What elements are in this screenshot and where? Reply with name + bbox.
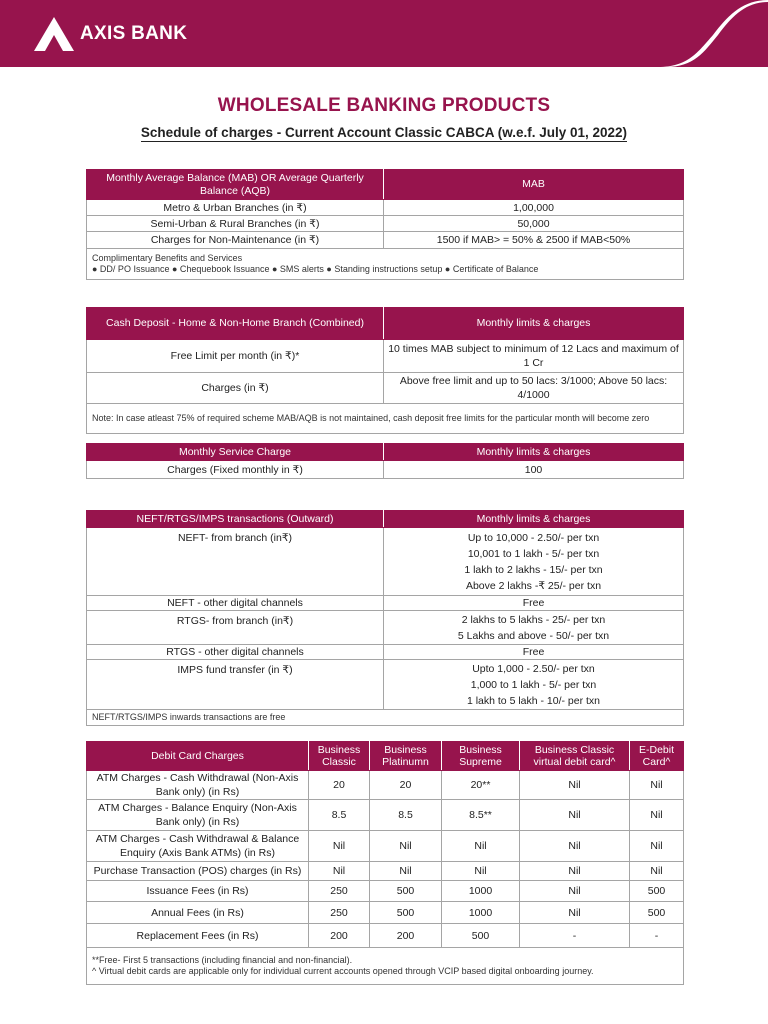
- table-cell: Nil: [520, 902, 630, 924]
- table-cell: -: [630, 924, 684, 948]
- charge-line: 1 lakh to 5 lakh - 10/- per txn: [466, 694, 601, 707]
- table-note-row: [87, 404, 684, 434]
- page-subtitle: [0, 125, 768, 140]
- table-row: [87, 771, 684, 800]
- table-cell: 20**: [442, 771, 520, 800]
- table-cell: NEFT- from branch (in₹): [87, 528, 384, 596]
- table-cell: 1,00,000: [384, 200, 684, 216]
- table-cell: Nil: [520, 831, 630, 862]
- table-row: [87, 924, 684, 948]
- table-cell: RTGS - other digital channels: [87, 645, 384, 660]
- table-row: [87, 800, 684, 831]
- table-cell: 500: [630, 902, 684, 924]
- table-cell: 8.5**: [442, 800, 520, 831]
- table-cell: Nil: [520, 800, 630, 831]
- table-cell: Nil: [630, 771, 684, 800]
- table-cell: Nil: [370, 831, 442, 862]
- table-cell: 1500 if MAB> = 50% & 2500 if MAB<50%: [384, 232, 684, 249]
- table-note-row: [87, 710, 684, 726]
- axis-logo-icon: [32, 15, 76, 53]
- table-header: Monthly limits & charges: [384, 511, 684, 528]
- table-cell: [384, 611, 684, 645]
- table-header: Business Classic virtual debit card^: [520, 742, 630, 771]
- table-cell: Nil: [370, 862, 442, 881]
- table-cell: 500: [370, 881, 442, 902]
- table-cell: 8.5: [309, 800, 370, 831]
- table-cell: Semi-Urban & Rural Branches (in ₹): [87, 216, 384, 232]
- table-cell: IMPS fund transfer (in ₹): [87, 660, 384, 710]
- table-cell: ATM Charges - Cash Withdrawal & Balance Enquiry (Axis Bank ATMs) (in Rs): [87, 831, 309, 862]
- table-cell: Nil: [309, 862, 370, 881]
- table-row: [87, 232, 684, 249]
- table-cell: ATM Charges - Balance Enquiry (Non-Axis Bank only) (in Rs): [87, 800, 309, 831]
- charge-line: Up to 10,000 - 2.50/- per txn: [467, 531, 600, 544]
- table-cell: 20: [370, 771, 442, 800]
- table-row: [87, 373, 684, 404]
- table-cell: Nil: [442, 831, 520, 862]
- debit-card-note: [87, 948, 684, 985]
- table-cell: RTGS- from branch (in₹): [87, 611, 384, 645]
- table-cell: [384, 528, 684, 596]
- table-cell: 250: [309, 881, 370, 902]
- table-header: Business Supreme: [442, 742, 520, 771]
- table-cell: 250: [309, 902, 370, 924]
- table-cell: Nil: [442, 862, 520, 881]
- note-line: ● DD/ PO Issuance ● Chequebook Issuance ● SMS alerts ● Standing instructions setup ● Certificate of Balance: [92, 264, 539, 274]
- table-cell: Nil: [309, 831, 370, 862]
- table-row: [87, 881, 684, 902]
- table-header: NEFT/RTGS/IMPS transactions (Outward): [87, 511, 384, 528]
- table-header: E-Debit Card^: [630, 742, 684, 771]
- table-header: Business Platinumn: [370, 742, 442, 771]
- table-header: Business Classic: [309, 742, 370, 771]
- table-row: [87, 611, 684, 645]
- brand-header: [0, 0, 768, 67]
- axis-bank-logo: [32, 15, 187, 53]
- table-cell: Free: [384, 596, 684, 611]
- charge-line: 5 Lakhs and above - 50/- per txn: [457, 629, 610, 642]
- table-cell: Charges (in ₹): [87, 373, 384, 404]
- table-note-row: [87, 249, 684, 280]
- table-cell: 100: [384, 461, 684, 479]
- cash-deposit-table: [86, 307, 684, 434]
- table-cell: Nil: [520, 881, 630, 902]
- table-cell: 500: [630, 881, 684, 902]
- cash-deposit-note: Note: In case atleast 75% of required scheme MAB/AQB is not maintained, cash deposit free limits for the particular month will become zero: [87, 404, 684, 434]
- table-header: Monthly Service Charge: [87, 444, 384, 461]
- table-row: [87, 645, 684, 660]
- service-charge-table: [86, 443, 684, 479]
- table-cell: Free: [384, 645, 684, 660]
- table-row: [87, 660, 684, 710]
- table-row: [87, 902, 684, 924]
- table-cell: ATM Charges - Cash Withdrawal (Non-Axis Bank only) (in Rs): [87, 771, 309, 800]
- subtitle-text: Schedule of charges - Current Account Classic CABCA (w.e.f. July 01, 2022): [140, 125, 628, 140]
- charge-line: 10,001 to 1 lakh - 5/- per txn: [467, 547, 600, 560]
- table-header: Monthly Average Balance (MAB) OR Average Quarterly Balance (AQB): [87, 170, 384, 200]
- charge-line: 1 lakh to 2 lakhs - 15/- per txn: [464, 563, 603, 576]
- table-note-row: [87, 948, 684, 985]
- table-cell: Nil: [630, 831, 684, 862]
- table-cell: 10 times MAB subject to minimum of 12 Lacs and maximum of 1 Cr: [384, 340, 684, 373]
- table-cell: 500: [370, 902, 442, 924]
- inward-transactions-note: NEFT/RTGS/IMPS inwards transactions are free: [87, 710, 684, 726]
- table-cell: 8.5: [370, 800, 442, 831]
- charge-line: Above 2 lakhs -₹ 25/- per txn: [465, 579, 602, 592]
- table-row: [87, 831, 684, 862]
- table-cell: Annual Fees (in Rs): [87, 902, 309, 924]
- table-header: Monthly limits & charges: [384, 308, 684, 340]
- table-cell: Charges (Fixed monthly in ₹): [87, 461, 384, 479]
- table-cell: 1000: [442, 881, 520, 902]
- page-title: WHOLESALE BANKING PRODUCTS: [217, 95, 551, 116]
- charge-line: 1,000 to 1 lakh - 5/- per txn: [470, 678, 597, 691]
- table-row: [87, 340, 684, 373]
- table-cell: Nil: [630, 800, 684, 831]
- table-cell: 200: [309, 924, 370, 948]
- brand-name: AXIS BANK: [80, 23, 188, 44]
- table-row: [87, 461, 684, 479]
- table-cell: Metro & Urban Branches (in ₹): [87, 200, 384, 216]
- table-cell: Purchase Transaction (POS) charges (in Rs): [87, 862, 309, 881]
- table-cell: 50,000: [384, 216, 684, 232]
- table-cell: Issuance Fees (in Rs): [87, 881, 309, 902]
- table-cell: Nil: [630, 862, 684, 881]
- note-line: **Free- First 5 transactions (including financial and non-financial).: [92, 955, 353, 965]
- table-cell: Nil: [520, 771, 630, 800]
- table-cell: NEFT - other digital channels: [87, 596, 384, 611]
- table-row: [87, 216, 684, 232]
- table-cell: Above free limit and up to 50 lacs: 3/1000; Above 50 lacs: 4/1000: [384, 373, 684, 404]
- benefits-note: [87, 249, 684, 280]
- table-row: [87, 200, 684, 216]
- table-cell: 1000: [442, 902, 520, 924]
- table-cell: 200: [370, 924, 442, 948]
- table-cell: 500: [442, 924, 520, 948]
- table-cell: -: [520, 924, 630, 948]
- note-line: ^ Virtual debit cards are applicable only for individual current accounts opened through VCIP based digital onboarding journey.: [92, 966, 594, 976]
- table-header: MAB: [384, 170, 684, 200]
- table-cell: Nil: [520, 862, 630, 881]
- charge-line: Upto 1,000 - 2.50/- per txn: [472, 662, 595, 675]
- table-cell: Free Limit per month (in ₹)*: [87, 340, 384, 373]
- table-cell: Replacement Fees (in Rs): [87, 924, 309, 948]
- charge-line: 2 lakhs to 5 lakhs - 25/- per txn: [461, 613, 606, 626]
- table-row: [87, 528, 684, 596]
- table-header: Debit Card Charges: [87, 742, 309, 771]
- debit-card-charges-table: [86, 741, 684, 985]
- neft-rtgs-imps-table: [86, 510, 684, 726]
- mab-table: [86, 169, 684, 280]
- note-line: Complimentary Benefits and Services: [92, 253, 243, 263]
- table-cell: [384, 660, 684, 710]
- table-row: [87, 596, 684, 611]
- table-header: Monthly limits & charges: [384, 444, 684, 461]
- table-cell: 20: [309, 771, 370, 800]
- header-decoration: [658, 0, 768, 67]
- table-row: [87, 862, 684, 881]
- table-header: Cash Deposit - Home & Non-Home Branch (Combined): [87, 308, 384, 340]
- table-cell: Charges for Non-Maintenance (in ₹): [87, 232, 384, 249]
